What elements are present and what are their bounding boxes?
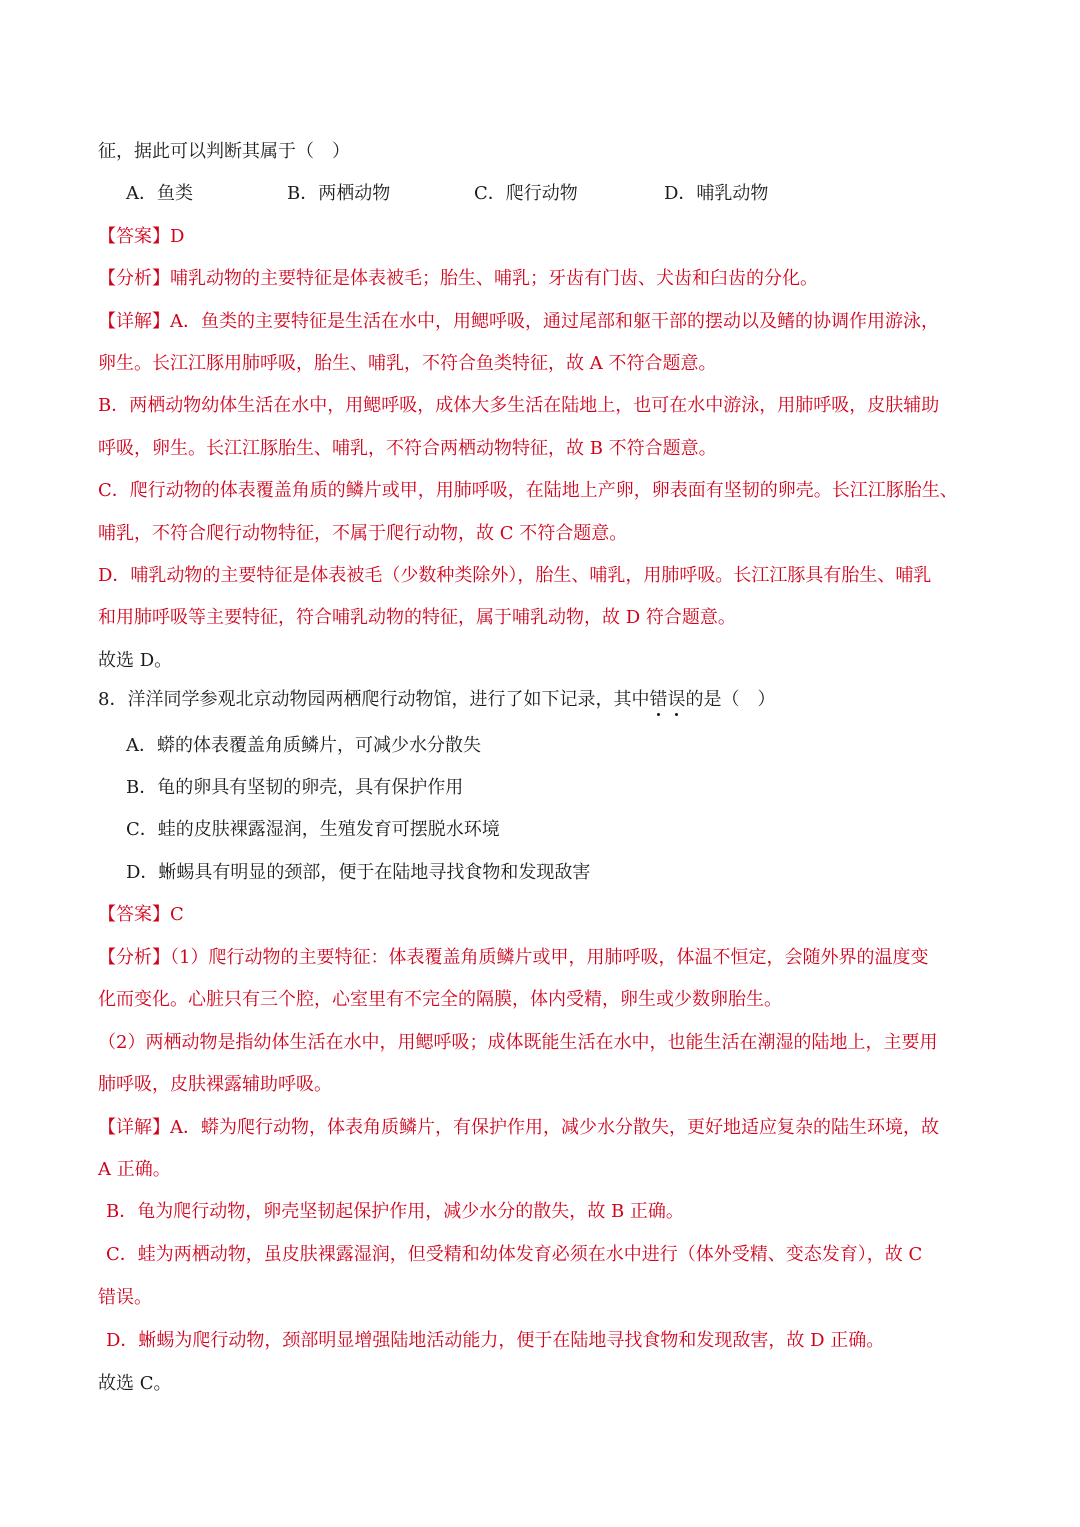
q7-detail-line: 【详解】A．鱼类的主要特征是生活在水中，用鳃呼吸，通过尾部和躯干部的摆动以及鳍的协调作用游泳， xyxy=(98,311,939,332)
q8-stem-after: 的是（ ） xyxy=(685,689,776,710)
q8-analysis-line: 【分析】（1）爬行动物的主要特征：体表覆盖角质鳞片或甲，用肺呼吸，体温不恒定，会随外界的温度变 xyxy=(98,947,929,968)
q7-option-d: D．哺乳动物 xyxy=(664,183,769,204)
q8-stem-emphasis: 误 xyxy=(667,689,686,710)
q8-detail-line: 【详解】A．蟒为爬行动物，体表角质鳞片，有保护作用，减少水分散失，更好地适应复杂的陆生环境，故 xyxy=(98,1117,939,1138)
q7-answer: 【答案】D xyxy=(98,226,185,247)
q7-option-a: A．鱼类 xyxy=(126,183,193,204)
q8-analysis-line: （2）两栖动物是指幼体生活在水中，用鳃呼吸；成体既能生活在水中，也能生活在潮湿的陆地上，主要用 xyxy=(98,1032,938,1053)
q8-stem xyxy=(98,688,775,712)
q8-option-d: D．蜥蜴具有明显的颈部，便于在陆地寻找食物和发现敌害 xyxy=(126,862,591,883)
q7-stem-tail: 征，据此可以判断其属于（ ） xyxy=(98,141,350,162)
q7-detail-line: C．爬行动物的体表覆盖角质的鳞片或甲，用肺呼吸，在陆地上产卵，卵表面有坚韧的卵壳。长江江豚胎生、 xyxy=(98,480,958,501)
q7-detail-line: B．两栖动物幼体生活在水中，用鳃呼吸，成体大多生活在陆地上，也可在水中游泳，用肺呼吸，皮肤辅助 xyxy=(98,395,940,416)
q7-detail-line: 和用肺呼吸等主要特征，符合哺乳动物的特征，属于哺乳动物，故 D 符合题意。 xyxy=(98,607,736,628)
q7-conclusion: 故选 D。 xyxy=(98,650,173,671)
q7-option-b: B．两栖动物 xyxy=(287,183,391,204)
q8-stem-before: 8．洋洋同学参观北京动物园两栖爬行动物馆，进行了如下记录，其中 xyxy=(98,689,650,710)
q8-detail-line: 错误。 xyxy=(98,1287,152,1308)
q7-analysis: 【分析】哺乳动物的主要特征是体表被毛；胎生、哺乳；牙齿有门齿、犬齿和臼齿的分化。 xyxy=(98,268,818,289)
q8-detail-line: D．蜥蜴为爬行动物，颈部明显增强陆地活动能力，便于在陆地寻找食物和发现敌害，故 D 正确。 xyxy=(106,1330,885,1351)
q7-option-c: C．爬行动物 xyxy=(474,183,578,204)
q8-option-c: C．蛙的皮肤裸露湿润，生殖发育可摆脱水环境 xyxy=(126,819,500,840)
q7-detail-line: 卵生。长江江豚用肺呼吸，胎生、哺乳，不符合鱼类特征，故 A 不符合题意。 xyxy=(98,353,717,374)
q8-option-a: A．蟒的体表覆盖角质鳞片，可减少水分散失 xyxy=(126,735,481,756)
q8-analysis-line: 肺呼吸，皮肤裸露辅助呼吸。 xyxy=(98,1074,332,1095)
q7-detail-line: D．哺乳动物的主要特征是体表被毛（少数种类除外），胎生、哺乳，用肺呼吸。长江江豚具有胎生、哺乳 xyxy=(98,565,932,586)
q8-stem-emphasis: 错 xyxy=(649,689,668,710)
q8-analysis-line: 化而变化。心脏只有三个腔，心室里有不完全的隔膜，体内受精，卵生或少数卵胎生。 xyxy=(98,989,782,1010)
q8-answer: 【答案】C xyxy=(98,904,184,925)
q8-detail-line: A 正确。 xyxy=(98,1159,171,1180)
q8-option-b: B．龟的卵具有坚韧的卵壳，具有保护作用 xyxy=(126,777,464,798)
q8-detail-line: B．龟为爬行动物，卵壳坚韧起保护作用，减少水分的散失，故 B 正确。 xyxy=(106,1201,684,1222)
q7-detail-line: 哺乳，不符合爬行动物特征，不属于爬行动物，故 C 不符合题意。 xyxy=(98,523,628,544)
q8-conclusion: 故选 C。 xyxy=(98,1373,172,1394)
q7-detail-line: 呼吸，卵生。长江江豚胎生、哺乳，不符合两栖动物特征，故 B 不符合题意。 xyxy=(98,438,717,459)
q8-detail-line: C．蛙为两栖动物，虽皮肤裸露湿润，但受精和幼体发育必须在水中进行（体外受精、变态发育），故 C xyxy=(106,1244,923,1265)
